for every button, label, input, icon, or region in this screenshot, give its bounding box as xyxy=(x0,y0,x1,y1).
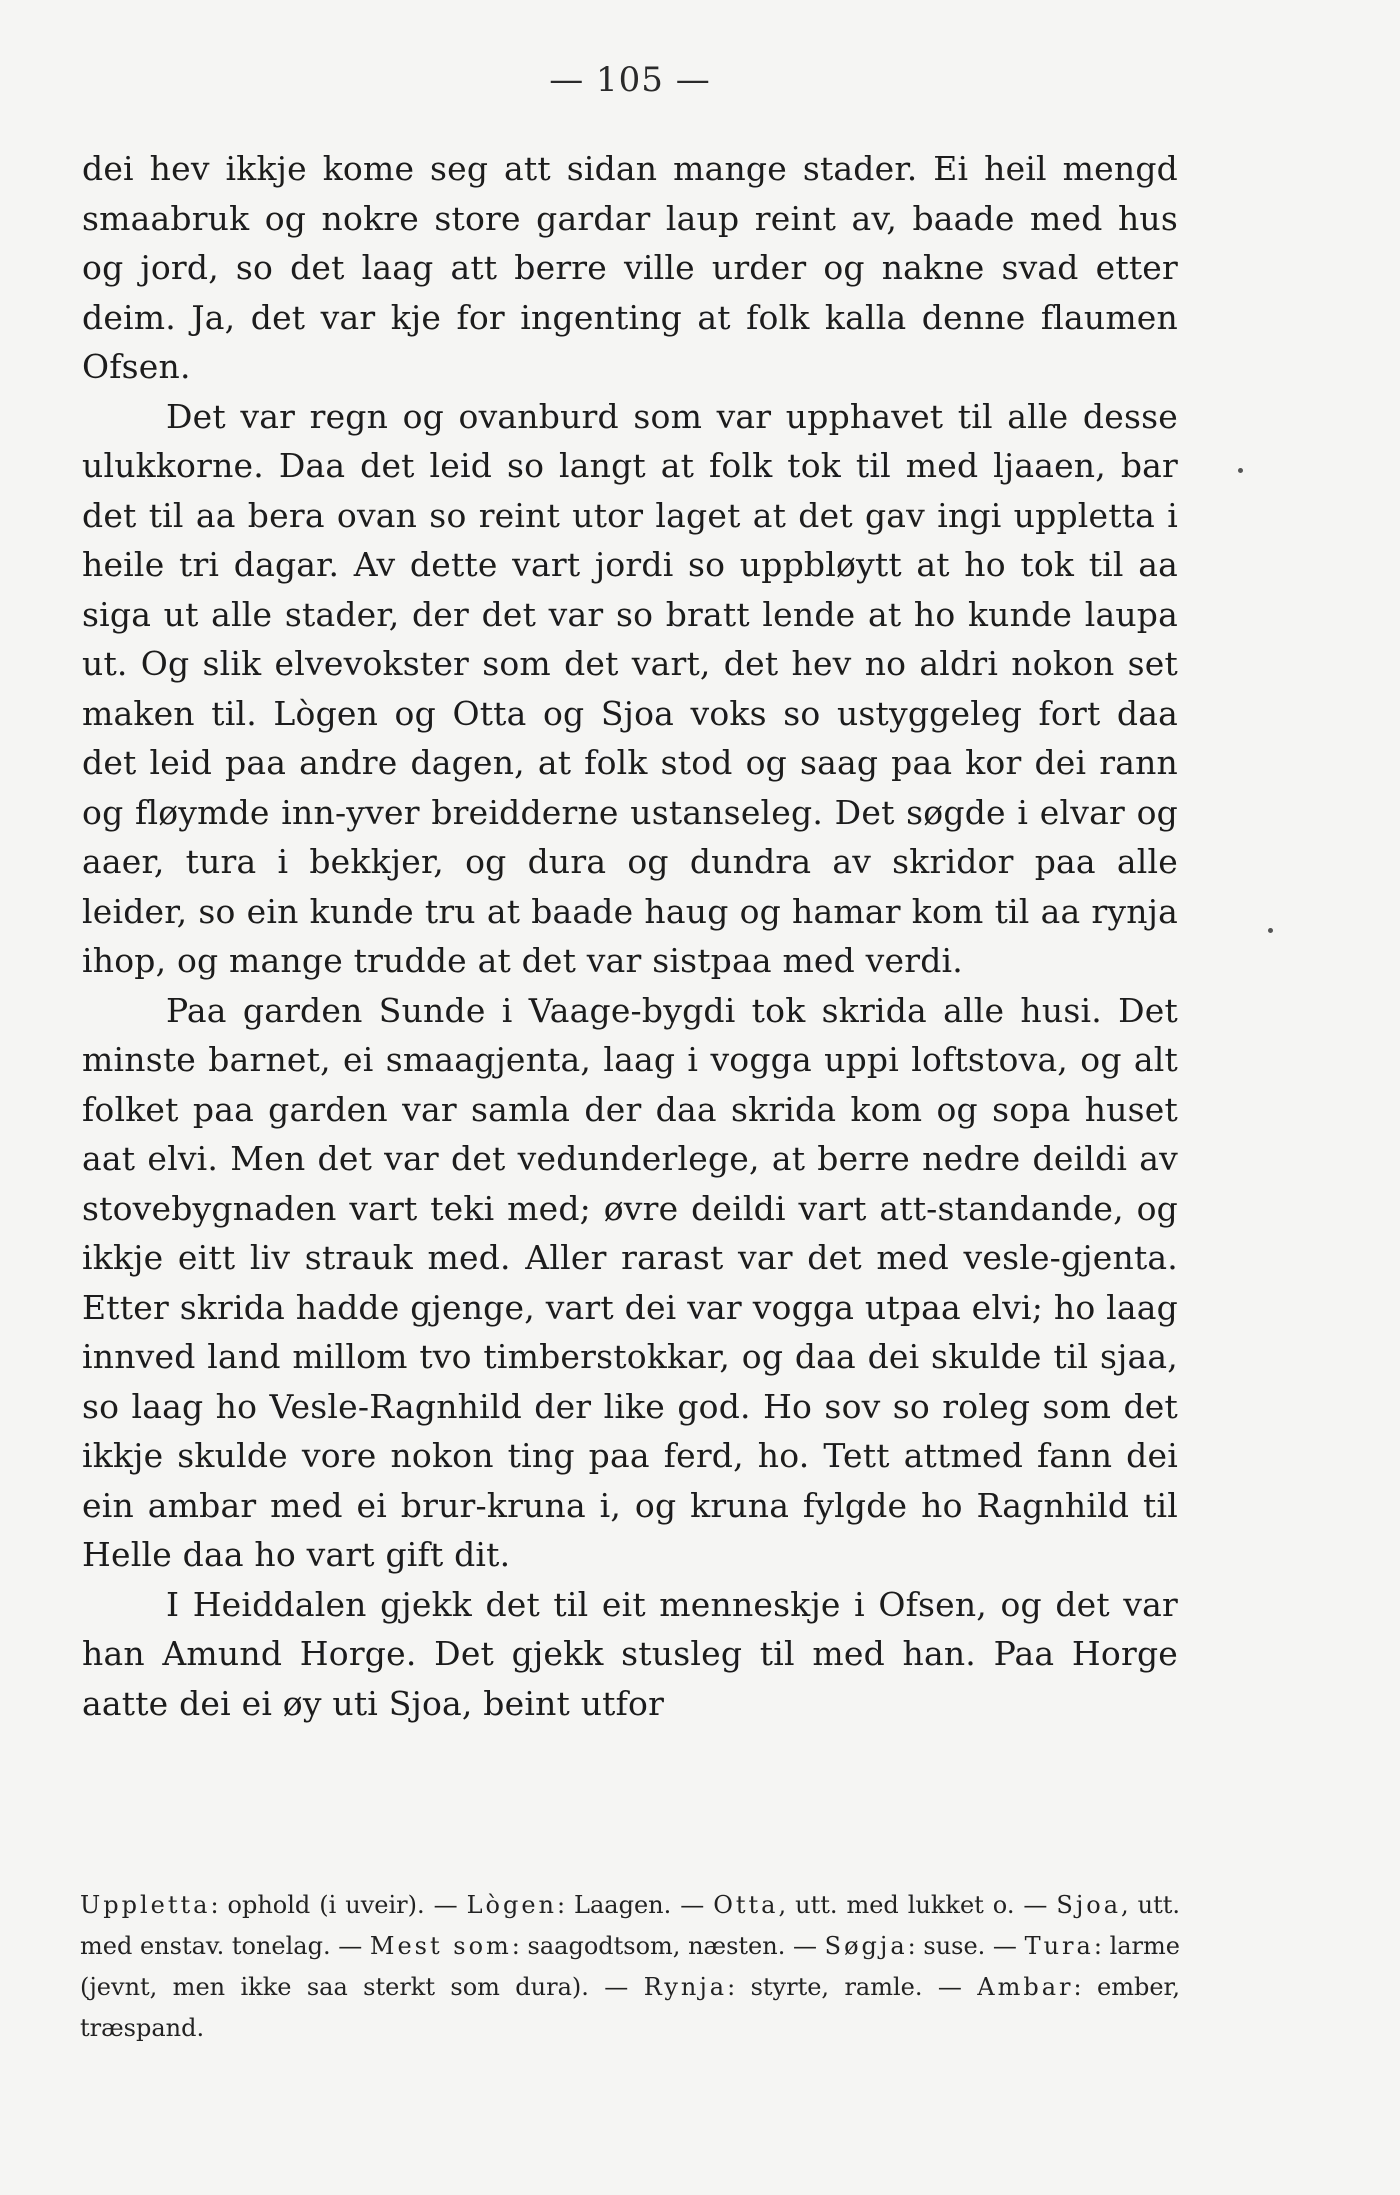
paragraph: Det var regn og ovanburd som var upphavet til alle desse ulukkorne. Daa det leid so langt at folk tok til med ljaaen, bar det til aa bera ovan so reint utor laget at det gav ingi uppletta i heile tri dagar. Av dette vart jordi so uppbløytt at ho tok til aa siga ut alle stader, der det var so bratt lende at ho kunde laupa ut. Og slik elvevokster som det vart, det hev no aldri nokon set maken til. Lògen og Otta og Sjoa voks so ustyggeleg fort daa det leid paa andre dagen, at folk stod og saag paa kor dei rann og fløymde inn-yver breidderne ustanseleg. Det søgde i elvar og aaer, tura i bekkjer, og dura og dundra av skridor paa alle leider, so ein kunde tru at baade haug og hamar kom til aa rynja ihop, og mange trudde at det var sistpaa med verdi. xyxy=(82,396,1178,980)
glossary-term: Søgja xyxy=(824,1932,908,1960)
scan-speck xyxy=(1238,468,1243,473)
glossary-footnotes: Uppletta: ophold (i uveir). — Lògen: Laagen. — Otta, utt. med lukket o. — Sjoa, utt. med enstav. tonelag. — Mest som: saagodtsom, næsten. — Søgja: suse. — Tura: larme (jevnt, men ikke saa sterkt som dura). — Rynja: styrte, ramle. — Ambar: ember, træspand. xyxy=(80,1891,1181,2042)
glossary-definition: Laagen. xyxy=(574,1891,672,1919)
glossary-definition: styrte, ramle. xyxy=(750,1973,923,2001)
page-number: — 105 — xyxy=(549,60,711,100)
paragraph: Paa garden Sunde i Vaage-bygdi tok skrida alle husi. Det minste barnet, ei smaagjenta, laag i vogga uppi loftstova, og alt folket paa garden var samla der daa skrida kom og sopa huset aat elvi. Men det var det vedunderlege, at berre nedre deildi av stovebygnaden vart teki med; øvre deildi vart att-standande, og ikkje eitt liv strauk med. Aller rarast var det med vesle-gjenta. Etter skrida hadde gjenge, vart dei var vogga utpaa elvi; ho laag innved land millom tvo timberstokkar, og daa dei skulde til sjaa, so laag ho Vesle-Ragnhild der like god. Ho sov so roleg som det ikkje skulde vore nokon ting paa ferd, ho. Tett attmed fann dei ein ambar med ei brur-kruna i, og kruna fylgde ho Ragnhild til Helle daa ho vart gift dit. xyxy=(82,990,1178,1574)
glossary-definition: ophold (i uveir). xyxy=(227,1891,425,1919)
glossary-definition: saagodtsom, næsten. xyxy=(527,1932,786,1960)
glossary-definition: ember, træspand. xyxy=(80,1973,1180,2042)
glossary-term: Tura xyxy=(1024,1932,1094,1960)
glossary-term: Sjoa xyxy=(1056,1891,1122,1919)
glossary-definition: suse. xyxy=(923,1932,986,1960)
paragraph: I Heiddalen gjekk det til eit menneskje i Ofsen, og det var han Amund Horge. Det gjekk stusleg til med han. Paa Horge aatte dei ei øy uti Sjoa, beint utfor xyxy=(82,1584,1178,1723)
glossary-definition: utt. med lukket o. xyxy=(795,1891,1015,1919)
glossary-term: Uppletta xyxy=(80,1891,211,1919)
glossary-term: Lògen xyxy=(466,1891,557,1919)
glossary-definition: utt. med enstav. tonelag. xyxy=(80,1891,1181,1960)
main-text xyxy=(82,144,1178,1728)
glossary-definition: larme (jevnt, men ikke saa sterkt som dura). xyxy=(80,1932,1180,2001)
glossary-term: Rynja xyxy=(643,1973,728,2001)
glossary-term: Otta xyxy=(713,1891,779,1919)
glossary-term: Ambar xyxy=(977,1973,1074,2001)
scan-speck xyxy=(1268,928,1273,933)
glossary-term: Mest som xyxy=(369,1932,512,1960)
paragraph: dei hev ikkje kome seg att sidan mange stader. Ei heil mengd smaabruk og nokre store gardar laup reint av, baade med hus og jord, so det laag att berre ville urder og nakne svad etter deim. Ja, det var kje for ingenting at folk kalla denne flaumen Ofsen. xyxy=(82,149,1178,386)
